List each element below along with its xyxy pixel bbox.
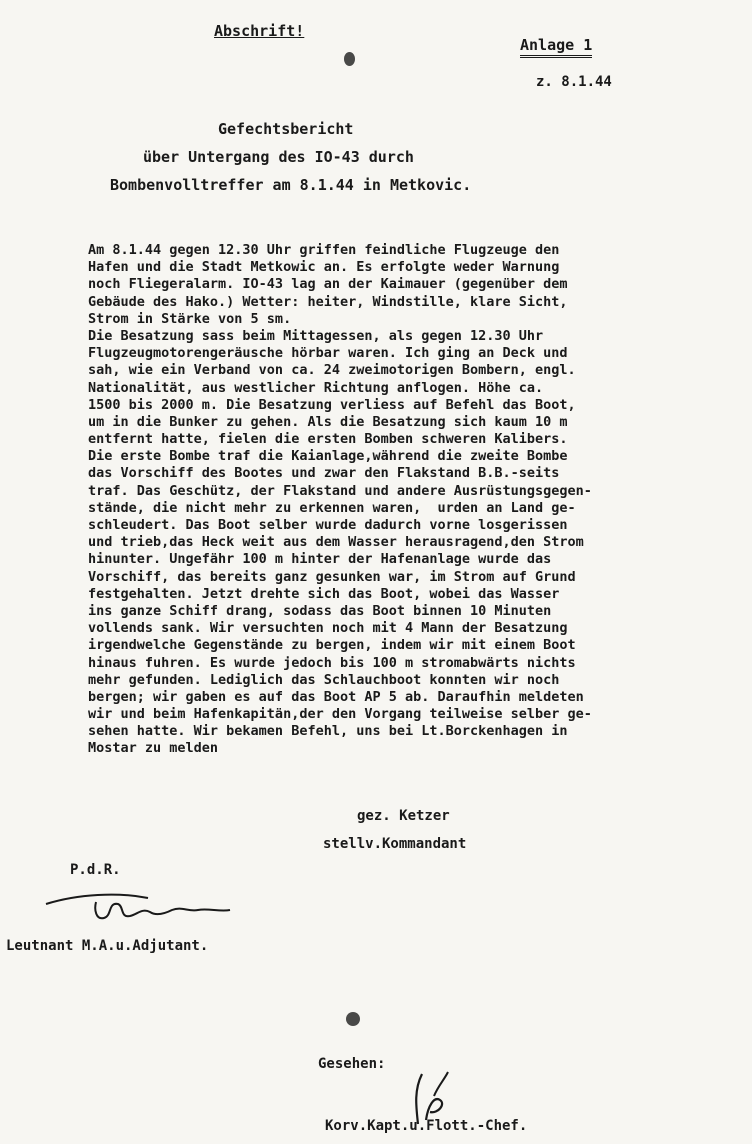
- body-line: noch Fliegeralarm. IO-43 lag an der Kaimauer (gegenüber dem: [88, 276, 568, 293]
- body-line: Hafen und die Stadt Metkowic an. Es erfolgte weder Warnung: [88, 259, 560, 276]
- body-line: stände, die nicht mehr zu erkennen waren, urden an Land ge-: [88, 499, 576, 516]
- body-line: Nationalität, aus westlicher Richtung anflogen. Höhe ca.: [88, 379, 544, 396]
- body-line: vollends sank. Wir versuchten noch mit 4 Mann der Besatzung: [88, 620, 568, 637]
- ink-blot: [344, 52, 355, 66]
- body-line: Die Besatzung sass beim Mittagessen, als gegen 12.30 Uhr: [88, 327, 544, 344]
- body-line: 1500 bis 2000 m. Die Besatzung verliess auf Befehl das Boot,: [88, 396, 576, 413]
- body-line: entfernt hatte, fielen die ersten Bomben schweren Kalibers.: [88, 431, 568, 448]
- body-line: mehr gefunden. Lediglich das Schlauchboot konnten wir noch: [88, 671, 560, 688]
- signer-role: stellv.Kommandant: [323, 836, 467, 852]
- report-subtitle-line-2: Bombenvolltreffer am 8.1.44 in Metkovic.: [110, 176, 472, 194]
- body-line: schleudert. Das Boot selber wurde dadurch vorne losgerissen: [88, 517, 568, 533]
- body-line: ins ganze Schiff drang, sodass das Boot binnen 10 Minuten: [88, 602, 552, 619]
- handwritten-signature-adjutant: [38, 888, 238, 932]
- adjutant-rank: Leutnant M.A.u.Adjutant.: [6, 938, 209, 954]
- body-line: Die erste Bombe traf die Kaianlage,während die zweite Bombe: [88, 448, 568, 465]
- chief-rank: Korv.Kapt.u.Flott.-Chef.: [325, 1118, 528, 1134]
- body-line: Gebäude des Hako.) Wetter: heiter, Windstille, klare Sicht,: [88, 293, 568, 310]
- body-line: bergen; wir gaben es auf das Boot AP 5 ab. Daraufhin meldeten: [88, 688, 584, 705]
- body-line: wir und beim Hafenkapitän,der den Vorgang teilweise selber ge-: [88, 706, 592, 723]
- report-subtitle-line-1: über Untergang des IO-43 durch: [143, 148, 414, 166]
- body-line: Am 8.1.44 gegen 12.30 Uhr griffen feindliche Flugzeuge den: [88, 242, 560, 258]
- body-line: hinunter. Ungefähr 100 m hinter der Hafenanlage wurde das: [88, 551, 552, 568]
- body-line: traf. Das Geschütz, der Flakstand und andere Ausrüstungsgegen-: [88, 482, 592, 499]
- ink-blot: [346, 1012, 360, 1026]
- body-line: das Vorschiff des Bootes und zwar den Flakstand B.B.-seits: [88, 465, 560, 482]
- body-line: und trieb,das Heck weit aus dem Wasser herausragend,den Strom: [88, 534, 584, 551]
- report-body: [88, 242, 738, 758]
- attachment-label: Anlage 1: [520, 36, 592, 58]
- body-line: Vorschiff, das bereits ganz gesunken war, im Strom auf Grund: [88, 568, 576, 585]
- body-line: Flugzeugmotorengeräusche hörbar waren. Ich ging an Deck und: [88, 345, 568, 362]
- body-line: Strom in Stärke von 5 sm.: [88, 310, 292, 327]
- body-line: sehen hatte. Wir bekamen Befehl, uns bei Lt.Borckenhagen in: [88, 723, 568, 740]
- signed-by: gez. Ketzer: [357, 808, 450, 824]
- report-title: Gefechtsbericht: [218, 120, 354, 138]
- copy-mark: Abschrift!: [214, 22, 305, 40]
- body-line: hinaus fuhren. Es wurde jedoch bis 100 m stromabwärts nichts: [88, 654, 576, 671]
- body-line: Mostar zu melden: [88, 740, 219, 757]
- pdr-label: P.d.R.: [70, 862, 121, 878]
- body-line: um in die Bunker zu gehen. Als die Besatzung sich kaum 10 m: [88, 413, 568, 430]
- seen-label: Gesehen:: [318, 1056, 386, 1072]
- body-line: irgendwelche Gegenstände zu bergen, indem wir mit einem Boot: [88, 637, 576, 654]
- body-line: sah, wie ein Verband von ca. 24 zweimotorigen Bombern, engl.: [88, 362, 576, 379]
- reference-date: z. 8.1.44: [536, 74, 612, 90]
- body-line: festgehalten. Jetzt drehte sich das Boot, wobei das Wasser: [88, 585, 560, 602]
